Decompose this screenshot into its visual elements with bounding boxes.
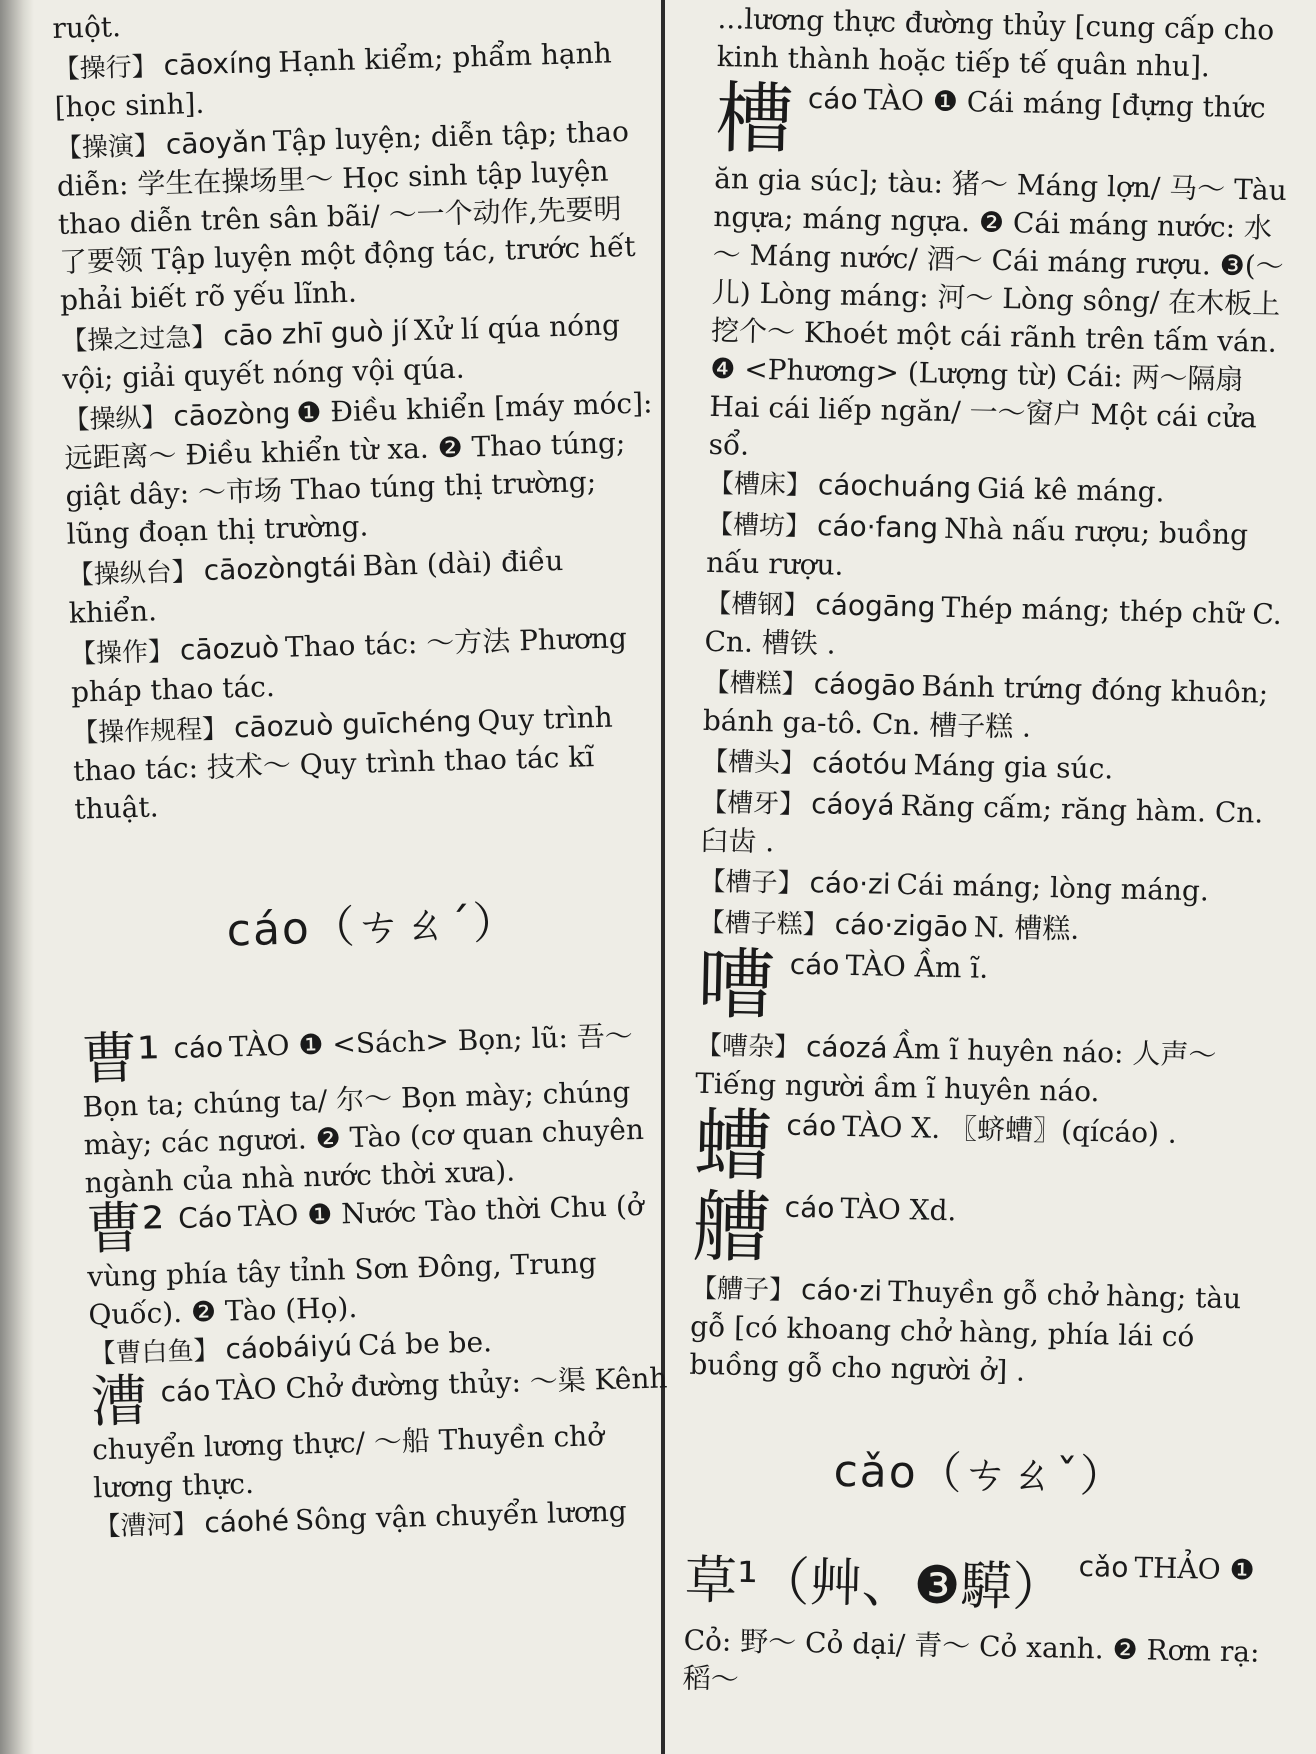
entry-caozi-boat — [689, 1269, 1276, 1396]
fragment-text: ruột. — [52, 10, 122, 45]
entry-pinyin: cáoyá — [810, 787, 895, 822]
entry-caoxing — [53, 34, 645, 127]
entry-pinyin: cāo zhī guò jí — [222, 314, 409, 353]
entry-headword: 【嘈杂】 — [695, 1030, 801, 1063]
entry-character: 嘈 — [696, 939, 777, 1032]
entry-caozong — [63, 384, 657, 553]
entry-definition: TÀO X. 〖蛴螬〗(qícáo) . — [841, 1109, 1178, 1150]
entry-cao-boat — [691, 1182, 1278, 1281]
entry-cao-zhi-guo-ji — [61, 305, 653, 398]
entry-pinyin: cáo — [789, 947, 840, 982]
entry-headword: 【操行】 — [53, 52, 159, 85]
entry-pinyin: cāozuò guīchéng — [233, 704, 472, 745]
entry-definition: TÀO Xd. — [840, 1191, 957, 1228]
entry-pinyin: cáo — [784, 1190, 835, 1225]
entry-pinyin: cǎo — [1078, 1549, 1129, 1584]
entry-fragment-top — [716, 0, 1302, 88]
entry-character: 螬 — [693, 1100, 773, 1193]
entry-pinyin: cāoyǎn — [165, 125, 268, 161]
entry-pinyin: cáogāo — [813, 667, 916, 703]
entry-headword: 【槽床】 — [707, 468, 813, 502]
entry-caozuo — [69, 618, 661, 711]
entry-definition: Thao tác: ～方法 Phương pháp thao tác. — [70, 621, 628, 709]
fragment-text: ...lương thực đường thủy [cung cấp cho kinh thành hoặc tiếp tế quân nhu]. — [716, 1, 1275, 84]
entry-headword: 【操作】 — [69, 636, 175, 670]
entry-cao-water — [90, 1359, 683, 1507]
entry-caofang — [706, 505, 1292, 594]
entry-definition: Bánh trứng đóng khuôn; bánh ga-tô. Cn. 槽子糕 . — [702, 669, 1269, 744]
entry-pinyin: cáohé — [203, 1503, 290, 1540]
right-column — [682, 0, 1302, 1710]
entry-pinyin: cáo — [173, 1030, 224, 1066]
section-heading-cao2: cáo（ㄘㄠˊ） — [226, 897, 520, 957]
entry-headword: 【艚子】 — [690, 1273, 796, 1306]
entry-cao-noisy — [696, 939, 1284, 1038]
entry-pinyin: cáo·zi — [800, 1273, 883, 1308]
entry-headword: 【操之过急】 — [60, 322, 218, 357]
entry-caoyan — [55, 112, 650, 319]
entry-definition: TÀO Chở đường thủy: ～渠 Kênh chuyển lương thực/ ～船 Thuyền chở lương thực. — [91, 1361, 668, 1505]
entry-pinyin: cāozuò — [179, 630, 280, 667]
entry-definition: Hạnh kiểm; phẩm hạnh [học sinh]. — [54, 36, 613, 124]
entry-definition: ❶ Điều khiển [máy móc]: 远距离～ Điều khiển từ xa. ❷ Thao túng; giật dây: ～市场 Thao túng thị trường; lũng đoạn thị trường. — [64, 386, 653, 551]
entry-caogang — [704, 584, 1290, 673]
entry-headword: 【曹白鱼】 — [89, 1335, 220, 1370]
section-heading-cao3: cǎo（ㄘㄠˇ） — [833, 1445, 1127, 1503]
entry-character: 曹¹ — [80, 1025, 161, 1093]
entry-cao-2 — [85, 1186, 678, 1334]
entry-definition: TÀO ❶ Nước Tào thời Chu (ở vùng phía tây tỉnh Sơn Đông, Trung Quốc). ❷ Tào (Họ). — [86, 1188, 645, 1332]
entry-character: 草¹（艸、❸騲） — [684, 1550, 1065, 1619]
entry-definition: Cái máng; lòng máng. — [896, 867, 1210, 908]
entry-headword: 【操纵台】 — [67, 557, 199, 591]
entry-pinyin: cáogāng — [815, 588, 936, 624]
entry-headword: 【槽糕】 — [703, 667, 809, 701]
entry-headword: 【槽坊】 — [706, 509, 812, 543]
entry-definition: TÀO ❶ <Sách> Bọn; lũ: 吾～ Bọn ta; chúng ta/ 尔～ Bọn mày; chúng mày; các ngươi. ❷ Tào (cơ quan chuyên ngành của nhà nước thời xưa). — [82, 1019, 645, 1200]
entry-pinyin: cáo·zi — [809, 866, 891, 901]
entry-definition: N. 槽糕. — [973, 910, 1080, 946]
entry-caozongtai — [67, 539, 659, 632]
entry-definition: TÀO ❶ Cái máng [đựng thức ăn gia súc]; tàu: 猪～ Máng lợn/ 马～ Tàu ngựa; máng ngựa. ❷ Cái máng nước: 水～ Máng nước/ 酒～ Cái máng rượu. ❸(～儿) Lòng máng: 河～ Lòng sông/ 在木板上挖个～ Khoét một cái rãnh trên tấm ván. ❹ <Phương> (Lượng từ) Cái: 两～隔扇 Hai cái liếp ngăn/ 一～窗户 Một cái cửa sổ. — [708, 83, 1288, 462]
entry-headword: 【槽钢】 — [705, 588, 810, 622]
entry-definition: Máng gia súc. — [913, 748, 1114, 786]
entry-definition: Thép máng; thép chữ C. Cn. 槽铁 . — [704, 590, 1283, 661]
entry-cao-grass — [682, 1540, 1270, 1710]
entry-pinyin: cáo·fang — [816, 509, 939, 545]
entry-caozuo-guicheng — [72, 697, 665, 828]
entry-definition: Quy trình thao tác: 技术～ Quy trình thao tác kĩ thuật. — [72, 700, 614, 826]
entry-pinyin: cāoxíng — [163, 45, 273, 82]
entry-caogao — [703, 663, 1289, 752]
entry-headword: 【槽子】 — [699, 866, 804, 899]
entry-headword: 【槽牙】 — [700, 787, 806, 820]
entry-definition: Xử lí qúa nóng vội; giải quyết nóng vội qúa. — [61, 308, 621, 396]
entry-pinyin: cáochuáng — [817, 468, 972, 505]
entry-character: 艚 — [691, 1182, 772, 1275]
entry-definition: Nhà nấu rượu; buồng nấu rượu. — [705, 511, 1249, 582]
entry-cao-trough — [708, 73, 1301, 476]
entry-headword: 【操纵】 — [63, 402, 168, 436]
entry-pinyin: cáobáiyú — [225, 1329, 353, 1366]
entry-caoza — [695, 1026, 1281, 1115]
entry-definition: Bàn (dài) điều khiển. — [68, 543, 564, 630]
entry-definition: TÀO Ầm ĩ. — [845, 948, 989, 985]
entry-pinyin: cáo — [160, 1374, 211, 1409]
entry-character: 曹² — [85, 1195, 166, 1263]
entry-definition: Thuyền gỗ chở hàng; tàu gỗ [có khoang chở hàng, phía lái có buồng gỗ cho người ở] . — [689, 1274, 1242, 1388]
entry-pinyin: Cáo — [177, 1200, 233, 1235]
entry-headword: 【操演】 — [55, 131, 161, 164]
entry-character: 槽 — [714, 73, 795, 166]
entry-pinyin: cáotóu — [811, 746, 908, 782]
entry-pinyin: cáo — [786, 1108, 837, 1143]
entry-headword: 【漕河】 — [93, 1509, 199, 1543]
entry-pinyin: cāozòng — [172, 396, 291, 433]
entry-definition: THẢO ❶ Cỏ: 野～ Cỏ dại/ 青～ Cỏ xanh. ❷ Rơm rạ: 稻～ — [682, 1551, 1260, 1696]
entry-definition: Răng cấm; răng hàm. Cn. 臼齿 . — [700, 789, 1264, 859]
entry-headword: 【操作规程】 — [71, 714, 229, 749]
entry-character: 漕 — [90, 1368, 148, 1436]
entry-cao-grub — [693, 1100, 1280, 1199]
entry-pinyin: cáozá — [805, 1030, 888, 1065]
entry-caoya — [700, 783, 1286, 872]
entry-definition: Tập luyện; diễn tập; thao diễn: 学生在操场里～ Học sinh tập luyện thao diễn trên sân bãi/ ～一个动作,先要明了要领 Tập luyện một động tác, trước hết phải biết rõ yếu lĩnh. — [56, 114, 636, 317]
entry-headword: 【槽子糕】 — [698, 907, 829, 941]
entry-definition: Sông vận chuyển lương — [294, 1494, 628, 1537]
entry-pinyin: cáo·zigāo — [834, 907, 969, 944]
entry-headword: 【槽头】 — [701, 746, 807, 780]
entry-pinyin: cáo — [807, 81, 858, 116]
entry-definition: Cá be be. — [357, 1325, 493, 1362]
book-gutter-shadow — [0, 0, 34, 1754]
entry-cao-1 — [81, 1016, 676, 1202]
entry-definition: Giá kê máng. — [976, 471, 1165, 509]
entry-definition: Ầm ĩ huyên náo: 人声～ Tiếng người ầm ĩ huyên náo. — [694, 1031, 1217, 1109]
entry-pinyin: cāozòngtái — [203, 549, 358, 587]
left-column — [52, 0, 685, 1548]
